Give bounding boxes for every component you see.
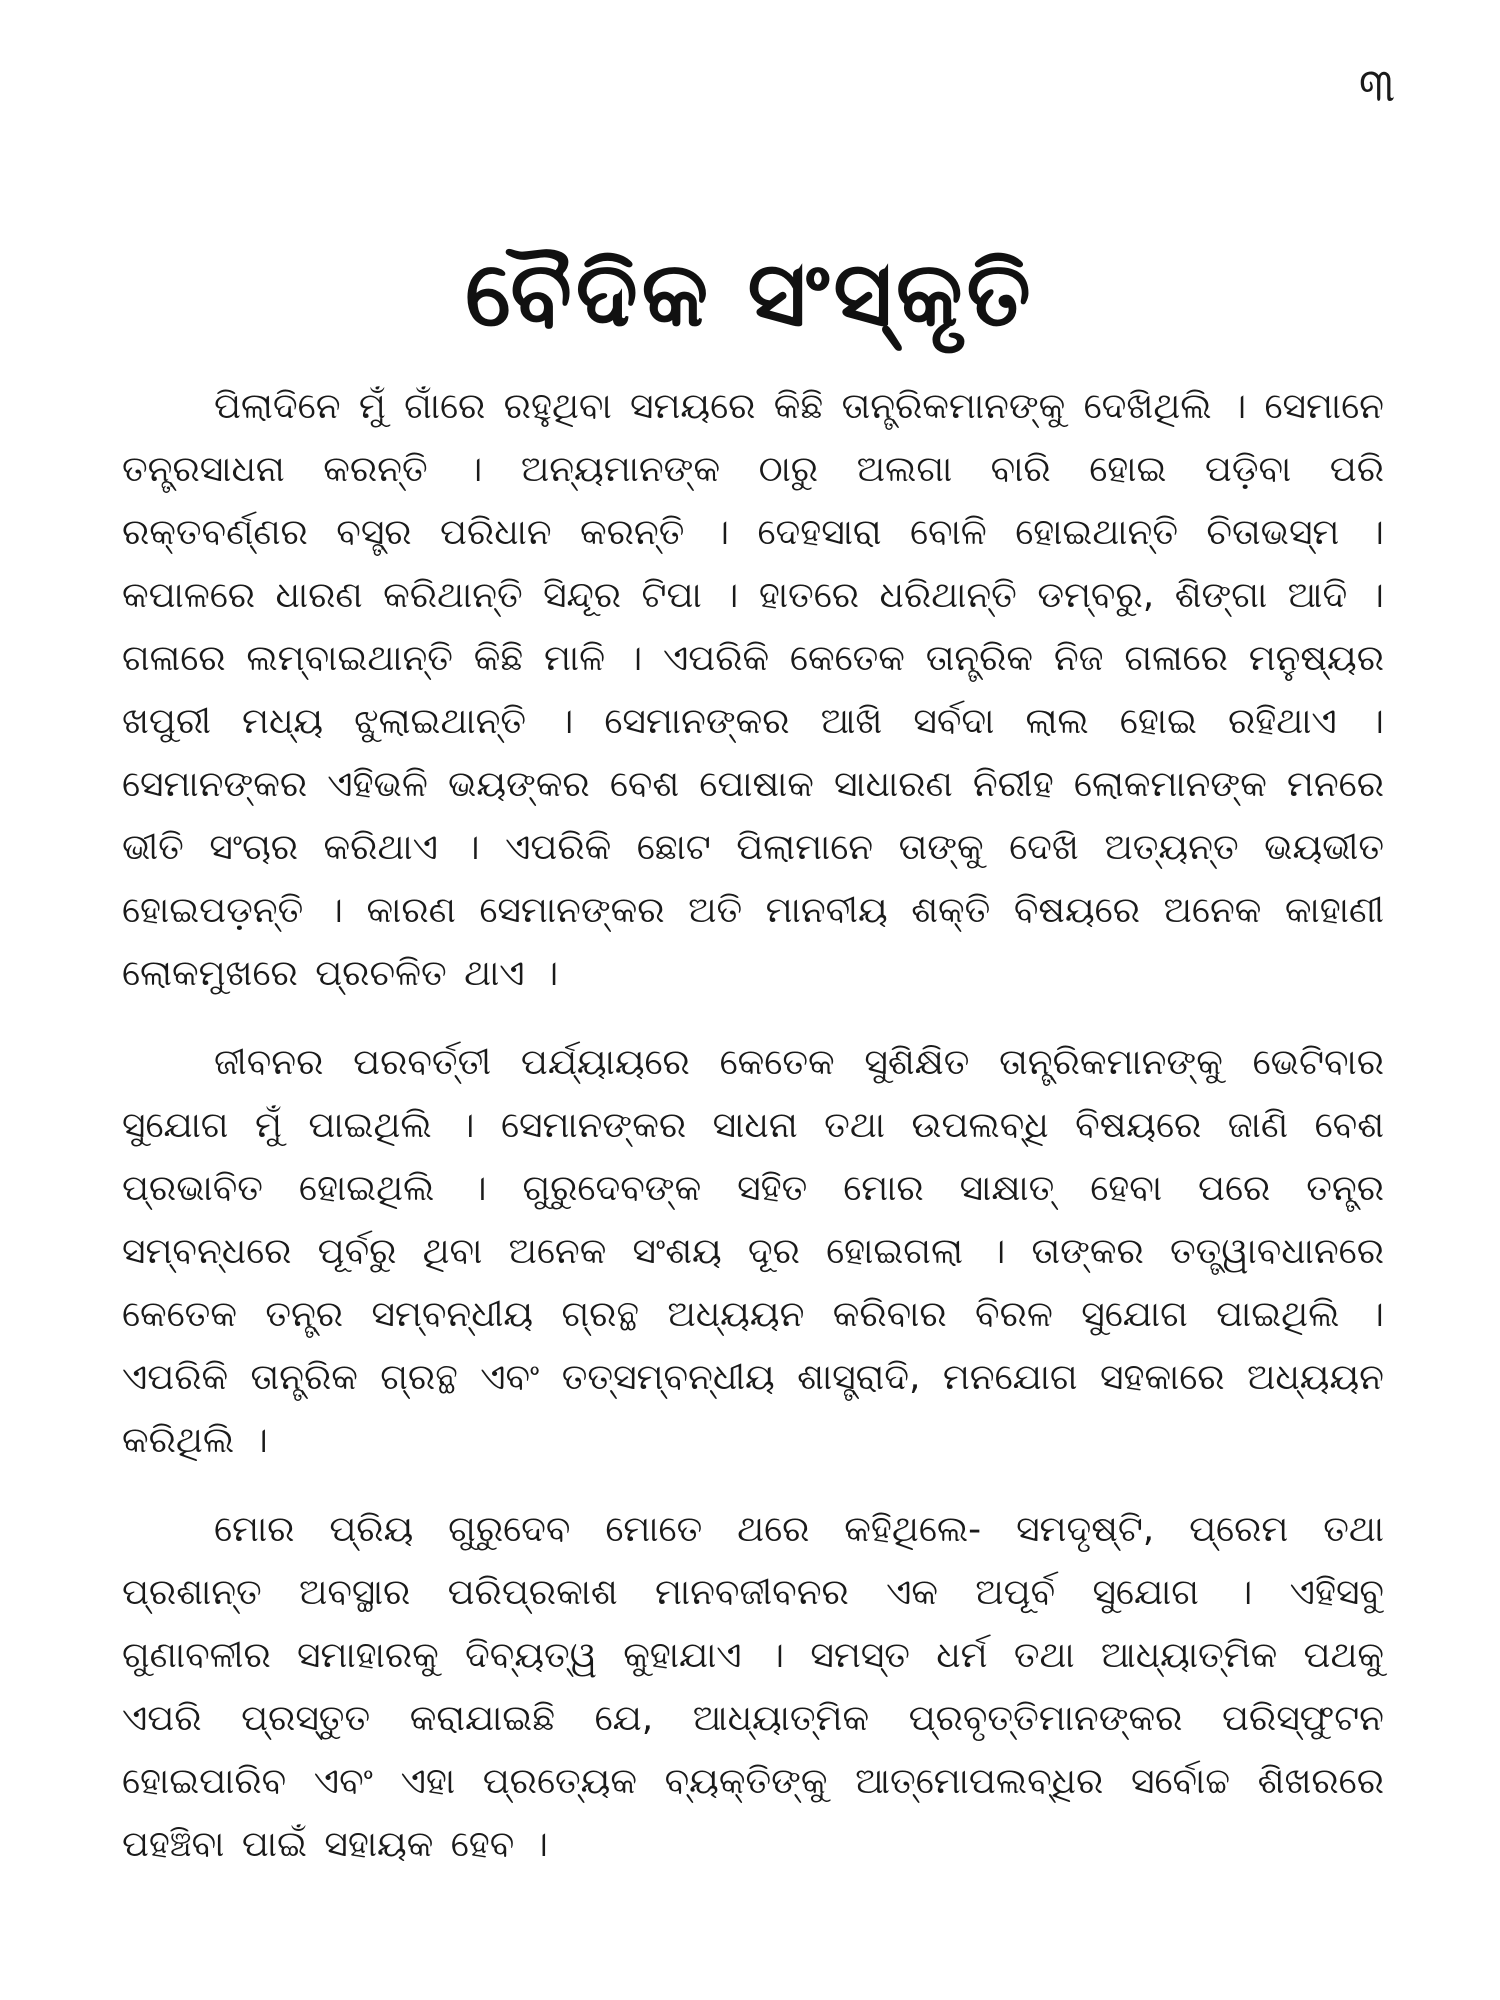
body-text [122, 375, 1384, 1876]
paragraph-1: ପିଲାଦିନେ ମୁଁ ଗାଁରେ ରହୁଥିବା ସମୟରେ କିଛି ତାନ୍ତ୍ରିକମାନଙ୍କୁ ଦେଖିଥିଲି । ସେମାନେ ତନ୍ତ୍ରସାଧନା କରନ୍ତି । ଅନ୍ୟମାନଙ୍କ ଠାରୁ ଅଲଗା ବାରି ହୋଇ ପଡ଼ିବା ପରି ରକ୍ତବର୍ଣ୍ଣର ବସ୍ତ୍ର ପରିଧାନ କରନ୍ତି । ଦେହସାରା ବୋଳି ହୋଇଥାନ୍ତି ଚିତାଭସ୍ମ । କପାଳରେ ଧାରଣ କରିଥାନ୍ତି ସିନ୍ଦୂର ଟିପା । ହାତରେ ଧରିଥାନ୍ତି ଡମ୍ବରୁ, ଶିଙ୍ଗା ଆଦି । ଗଳାରେ ଲମ୍ବାଇଥାନ୍ତି କିଛି ମାଳି । ଏପରିକି କେତେକ ତାନ୍ତ୍ରିକ ନିଜ ଗଳାରେ ମନୁଷ୍ୟର ଖପୁରୀ ମଧ୍ୟ ଝୁଲାଇଥାନ୍ତି । ସେମାନଙ୍କର ଆଖି ସର୍ବଦା ଲାଲ ହୋଇ ରହିଥାଏ । ସେମାନଙ୍କର ଏହିଭଳି ଭୟଙ୍କର ବେଶ ପୋଷାକ ସାଧାରଣ ନିରୀହ ଲୋକମାନଙ୍କ ମନରେ ଭୀତି ସଂଚାର କରିଥାଏ । ଏପରିକି ଛୋଟ ପିଲାମାନେ ତାଙ୍କୁ ଦେଖି ଅତ୍ୟନ୍ତ ଭୟଭୀତ ହୋଇପଡ଼ନ୍ତି । କାରଣ ସେମାନଙ୍କର ଅତି ମାନବୀୟ ଶକ୍ତି ବିଷୟରେ ଅନେକ କାହାଣୀ ଲୋକମୁଖରେ ପ୍ରଚଳିତ ଥାଏ । [122, 386, 1384, 994]
paragraph-2: ଜୀବନର ପରବର୍ତ୍ତୀ ପର୍ଯ୍ୟାୟରେ କେତେକ ସୁଶିକ୍ଷିତ ତାନ୍ତ୍ରିକମାନଙ୍କୁ ଭେଟିବାର ସୁଯୋଗ ମୁଁ ପାଇଥିଲି । ସେମାନଙ୍କର ସାଧନା ତଥା ଉପଲବ୍ଧି ବିଷୟରେ ଜାଣି ବେଶ ପ୍ରଭାବିତ ହୋଇଥିଲି । ଗୁରୁଦେବଙ୍କ ସହିତ ମୋର ସାକ୍ଷାତ୍ ହେବା ପରେ ତନ୍ତ୍ର ସମ୍ବନ୍ଧରେ ପୂର୍ବରୁ ଥିବା ଅନେକ ସଂଶୟ ଦୂର ହୋଇଗଲା । ତାଙ୍କର ତତ୍ତ୍ୱାବଧାନରେ କେତେକ ତନ୍ତ୍ର ସମ୍ବନ୍ଧୀୟ ଗ୍ରନ୍ଥ ଅଧ୍ୟୟନ କରିବାର ବିରଳ ସୁଯୋଗ ପାଇଥିଲି । ଏପରିକି ତାନ୍ତ୍ରିକ ଗ୍ରନ୍ଥ ଏବଂ ତତ୍‌ସମ୍ବନ୍ଧୀୟ ଶାସ୍ତ୍ରାଦି, ମନଯୋଗ ସହକାରେ ଅଧ୍ୟୟନ କରିଥିଲି । [122, 1042, 1384, 1461]
paragraph-3: ମୋର ପ୍ରିୟ ଗୁରୁଦେବ ମୋତେ ଥରେ କହିଥିଲେ- ସମଦୃଷ୍ଟି, ପ୍ରେମ ତଥା ପ୍ରଶାନ୍ତ ଅବସ୍ଥାର ପରିପ୍ରକାଶ ମାନବଜୀବନର ଏକ ଅପୂର୍ବ ସୁଯୋଗ । ଏହିସବୁ ଗୁଣାବଳୀର ସମାହାରକୁ ଦିବ୍ୟତ୍ୱ କୁହାଯାଏ । ସମସ୍ତ ଧର୍ମ ତଥା ଆଧ୍ୟାତ୍ମିକ ପଥକୁ ଏପରି ପ୍ରସ୍ତୁତ କରାଯାଇଛି ଯେ, ଆଧ୍ୟାତ୍ମିକ ପ୍ରବୃତ୍ତିମାନଙ୍କର ପରିସ୍ଫୁଟନ ହୋଇପାରିବ ଏବଂ ଏହା ପ୍ରତ୍ୟେକ ବ୍ୟକ୍ତିଙ୍କୁ ଆତ୍ମୋପଲବ୍ଧିର ସର୍ବୋଚ୍ଚ ଶିଖରରେ ପହଞ୍ଚିବା ପାଇଁ ସହାୟକ ହେବ । [122, 1509, 1384, 1865]
page-number: ୩ [1358, 58, 1395, 112]
chapter-title: ବୈଦିକ ସଂସ୍କୃତି [465, 242, 1035, 348]
